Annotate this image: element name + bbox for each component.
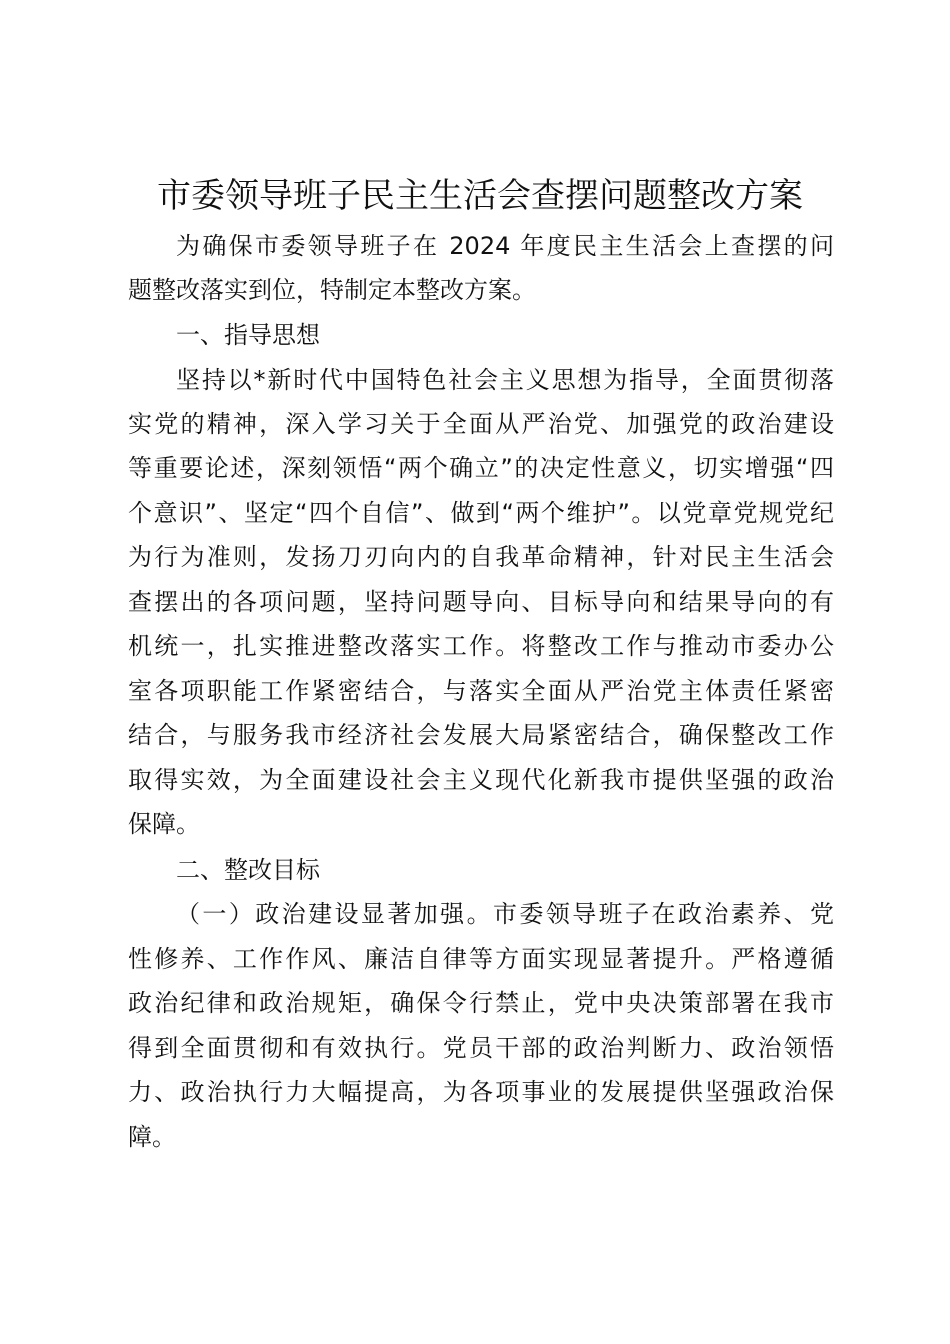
- paragraph-line: 机统一，扎实推进整改落实工作。将整改工作与推动市委办公: [128, 632, 834, 660]
- paragraph-line: 障。: [128, 1123, 176, 1151]
- paragraph-line: 坚持以*新时代中国特色社会主义思想为指导，全面贯彻落: [176, 366, 834, 394]
- paragraph-line: 得到全面贯彻和有效执行。党员干部的政治判断力、政治领悟: [128, 1034, 834, 1062]
- section-heading-guiding-ideology: 一、指导思想: [176, 321, 320, 349]
- document-title: 市委领导班子民主生活会查摆问题整改方案: [157, 176, 803, 216]
- paragraph-line: 等重要论述，深刻领悟“两个确立”的决定性意义，切实增强“四: [128, 454, 834, 482]
- paragraph-line: 政治纪律和政治规矩，确保令行禁止，党中央决策部署在我市: [128, 989, 834, 1017]
- paragraph-line: 性修养、工作作风、廉洁自律等方面实现显著提升。严格遵循: [128, 945, 834, 973]
- paragraph-line: 保障。: [128, 810, 200, 838]
- paragraph-line: 为行为准则，发扬刀刃向内的自我革命精神，针对民主生活会: [128, 543, 834, 571]
- paragraph-line: （一）政治建设显著加强。市委领导班子在政治素养、党: [176, 900, 834, 928]
- paragraph-line: 取得实效，为全面建设社会主义现代化新我市提供坚强的政治: [128, 766, 834, 794]
- paragraph-line: 结合，与服务我市经济社会发展大局紧密结合，确保整改工作: [128, 721, 834, 749]
- paragraph-line: 实党的精神，深入学习关于全面从严治党、加强党的政治建设: [128, 410, 834, 438]
- paragraph-line: 力、政治执行力大幅提高，为各项事业的发展提供坚强政治保: [128, 1078, 834, 1106]
- section-heading-rectification-goals: 二、整改目标: [176, 856, 320, 884]
- paragraph-line: 室各项职能工作紧密结合，与落实全面从严治党主体责任紧密: [128, 677, 834, 705]
- paragraph-line: 个意识”、坚定“四个自信”、做到“两个维护”。以党章党规党纪: [128, 499, 834, 527]
- paragraph-line: 查摆出的各项问题，坚持问题导向、目标导向和结果导向的有: [128, 588, 834, 616]
- intro-line-2: 题整改落实到位，特制定本整改方案。: [128, 276, 536, 304]
- intro-line-1: 为确保市委领导班子在 2024 年度民主生活会上查摆的问: [176, 232, 834, 260]
